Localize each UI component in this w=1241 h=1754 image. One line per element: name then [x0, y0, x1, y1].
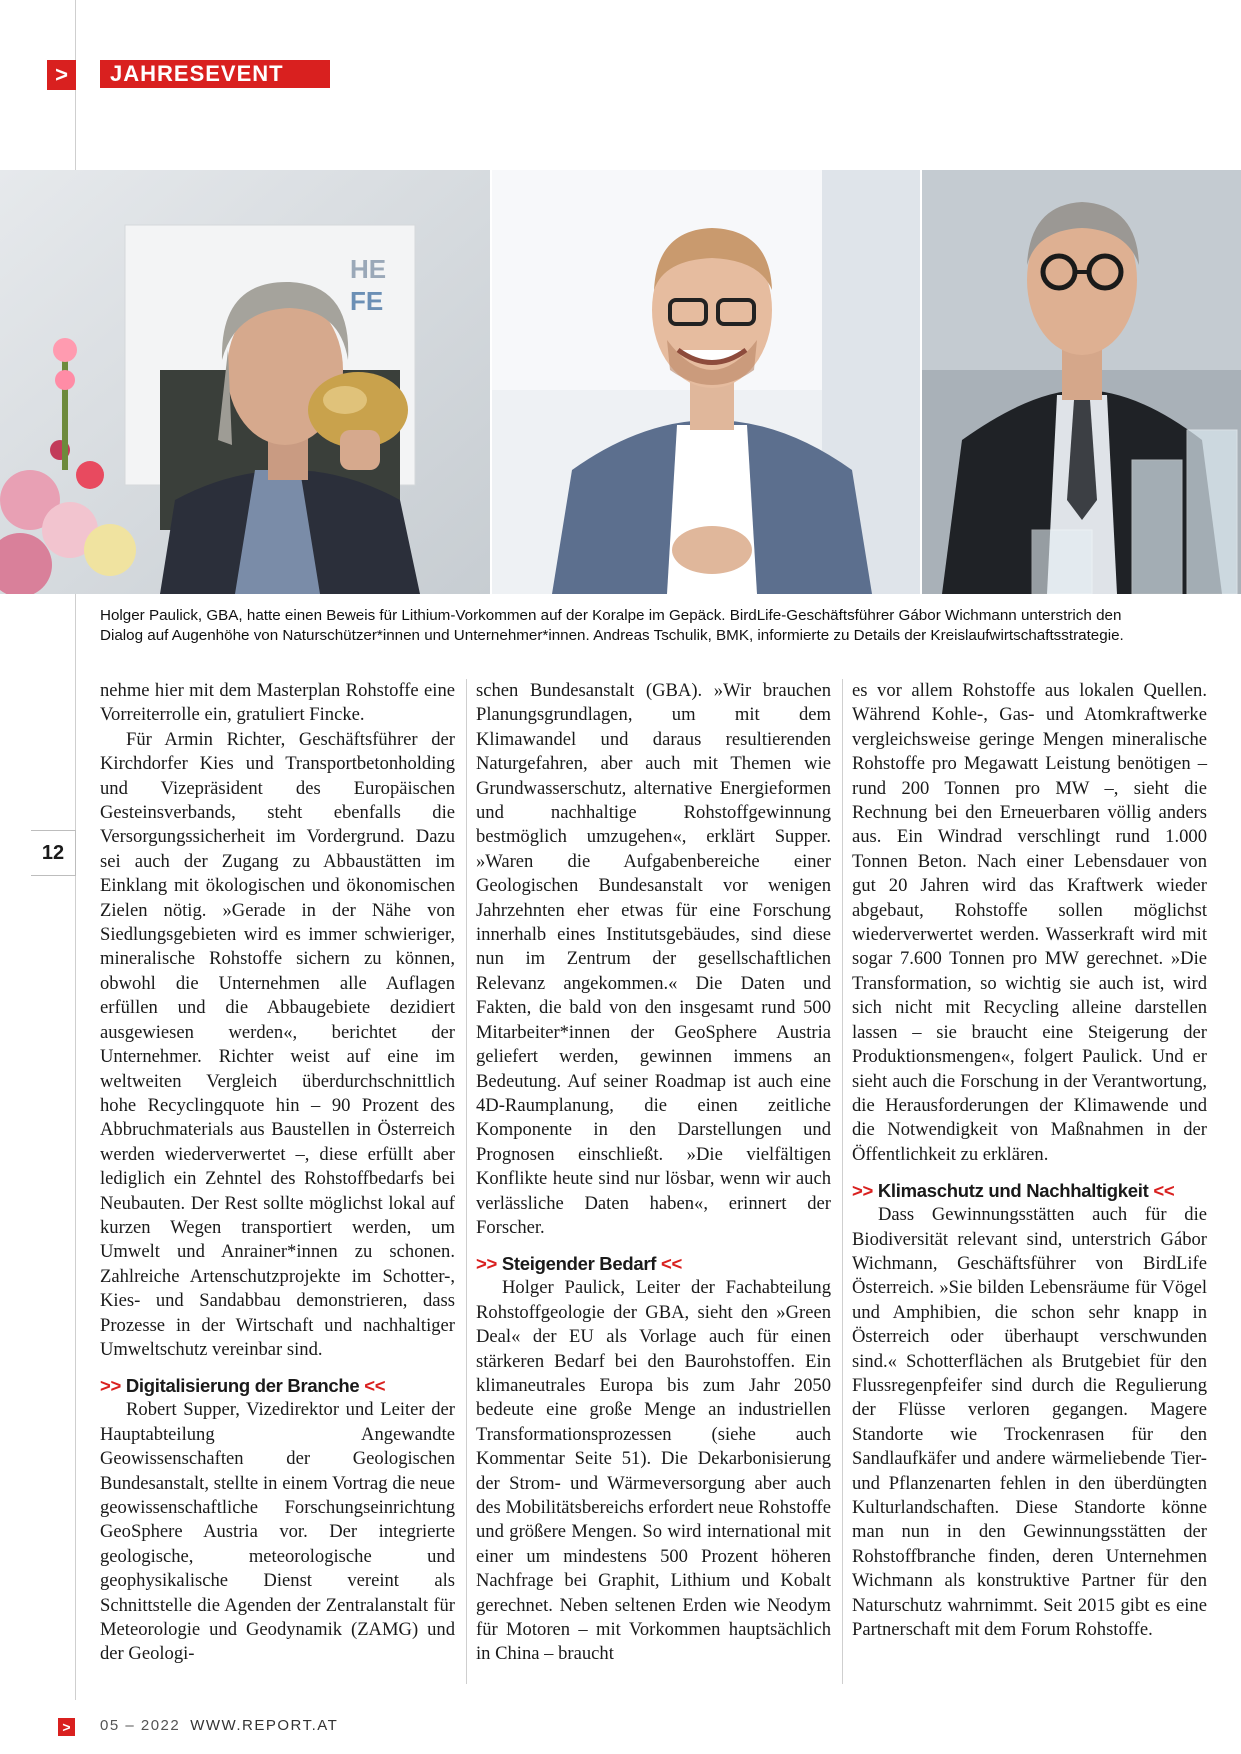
photo-caption: Holger Paulick, GBA, hatte einen Beweis für Lithium-Vorkommen auf der Koralpe im Gepäck. BirdLife-Geschäftsführer Gábor Wichmann unterstrich den Dialog auf Augenhöhe von Naturschützer*innen und Unternehmer*innen. Andreas Tschulik, BMK, informierte zu Details der Kreislaufwirtschaftsstrategie. — [100, 607, 1124, 644]
double-arrow-icon: >> — [100, 1375, 122, 1397]
double-arrow-icon: >> — [476, 1253, 498, 1275]
double-arrow-icon: << — [660, 1253, 682, 1275]
section-title: JAHRESEVENT — [100, 60, 330, 88]
section-arrow-icon: > — [47, 60, 76, 90]
man-speaking-icon — [922, 170, 1241, 594]
paragraph: nehme hier mit dem Masterplan Rohstoffe eine Vorreiterrolle ein, gratuliert Fincke. — [100, 680, 455, 726]
paragraph: Für Armin Richter, Geschäftsführer der Kirchdorfer Kies und Transportbetonholding und Vizepräsident des Europäischen Gesteinsverbands, steht ebenfalls die Versorgungssicherheit im Vordergrund. Dazu sei auch der Zugang zu Abbaustätten im Einklang mit ökologischen und ökonomischen Zielen nötig. »Gerade in der Nähe von Siedlungsgebieten wird es immer schwieriger, mineralische Rohstoffe sichern zu können, obwohl die Unternehmen alle Auflagen erfüllen und die Abbaugebiete dezidiert ausgewiesen werden«, berichtet der Unternehmer. Richter weist auf eine im weltweiten Vergleich überdurchschnittlich hohe Recyclingquote hin – 90 Prozent des Abbruchmaterials aus Baustellen in Österreich werden wiederverwertet –, diese erfüllt aber lediglich ein Zehntel des Rohstoffbedarfs bei Neubauten. Der Rest sollte möglichst lokal auf kurzen Wegen transportiert werden, um Umwelt und Anrainer*innen zu schonen. Zahlreiche Artenschutzprojekte im Schotter-, Kies- und Sandabbau demonstrieren, dass Prozesse in der Wirtschaft und nachhaltiger Umweltschutz vereinbar sind. — [100, 728, 455, 1360]
photo-gabor-wichmann — [492, 170, 920, 594]
article-column-1 — [100, 679, 455, 1667]
banner-text-2: FE — [350, 286, 384, 316]
footer — [100, 1717, 338, 1734]
paragraph: Dass Gewinnungsstätten auch für die Biodiversität relevant sind, unterstrich Gábor Wichmann, Geschäftsführer von BirdLife Österreich. »Sie bilden Lebensräume für Vögel und Amphibien, die schon sehr knapp in Österreich oder überhaupt verschwunden sind.« Schotterflächen als Brutgebiet für den Flussregenpfeifer sind durch die Regulierung der Flüsse verloren gegangen. Magere Standorte wie Trockenrasen für den Sandlaufkäfer und andere wärmeliebende Tier- und Pflanzenarten fehlen in den überdüngten Kulturlandschaften. Diese Standorte könne man nun in den Gewinnungsstätten der Rohstoffbranche finden, deren Unternehmen Wichmann als konstruktive Partner für den Naturschutz wahrnimmt. Seit 2015 gibt es eine Partnerschaft mit dem Forum Rohstoffe. — [852, 1204, 1207, 1641]
smiling-man-glasses-icon — [492, 170, 920, 594]
subheading-text: Klimaschutz und Nachhaltigkeit — [877, 1180, 1149, 1202]
photo-andreas-tschulik — [922, 170, 1241, 594]
banner-text-1: HE — [350, 254, 387, 284]
article-column-2 — [476, 679, 831, 1667]
page-number: 12 — [31, 830, 76, 876]
column-divider — [466, 679, 467, 1684]
double-arrow-icon: >> — [852, 1180, 874, 1202]
issue-number: 05 – 2022 — [100, 1717, 181, 1734]
subheading-klimaschutz — [852, 1179, 1207, 1203]
double-arrow-icon: << — [1153, 1180, 1175, 1202]
subheading-steigender-bedarf — [476, 1252, 831, 1276]
paragraph: es vor allem Rohstoffe aus lokalen Quellen. Während Kohle-, Gas- und Atomkraftwerke vergleichsweise geringe Mengen mineralische Rohstoffe pro Megawatt Leistung benötigen – rund 200 Tonnen pro MW –, sieht die Rechnung bei den Erneuerbaren völlig anders aus. Ein Windrad verschlingt rund 1.000 Tonnen Beton. Nach einer Lebensdauer von gut 20 Jahren wird das Kraftwerk wieder abgebaut, Rohstoffe sollen möglichst wiederverwertet werden. Wasserkraft wird mit sogar 7.600 Tonnen pro MW gerechnet. »Die Transformation, so wichtig sie auch ist, wird sich nicht mit Recycling alleine darstellen lassen – sie braucht eine Steigerung der Produktionsmengen«, folgert Paulick. Und er sieht auch die Forschung in der Verantwortung, die Herausforderungen der Klimawende und die Notwendigkeit von Maßnahmen in der Öffentlichkeit zu erklären. — [852, 680, 1207, 1165]
subheading-text: Steigender Bedarf — [501, 1253, 657, 1275]
column-divider — [842, 679, 843, 1684]
subheading-digitalisierung — [100, 1374, 455, 1398]
paragraph: Holger Paulick, Leiter der Fachabteilung Rohstoffgeologie der GBA, sieht den »Green Deal« der EU als Vorlage auch für einen stärkeren Bedarf bei den Baurohstoffen. Ein klimaneutrales Europa bis zum Jahr 2050 bedeute eine große Menge an industriellen Transformationsprozessen (siehe auch Kommentar Seite 51). Die Dekarbonisierung der Strom- und Wärmeversorgung aber auch des Mobilitätsbereichs erfordert neue Rohstoffe und größere Mengen. So wird international mit einer um mindestens 500 Prozent höheren Nachfrage bei Graphit, Lithium und Kobalt gerechnet. Neben seltenen Erden wie Neodym für Motoren – mit Vorkommen hauptsächlich in China – braucht — [476, 1277, 831, 1665]
website-link[interactable]: WWW.REPORT.AT — [190, 1717, 339, 1734]
man-holding-rock-icon — [0, 170, 490, 594]
paragraph: Robert Supper, Vizedirektor und Leiter der Hauptabteilung Angewandte Geowissenschaften der Geologischen Bundesanstalt, stellte in einem Vortrag die neue geowissenschaftliche Forschungseinrichtung GeoSphere Austria vor. Der integrierte geologische, meteorologische und geophysikalische Dienst vereint als Schnittstelle die Agenden der Zentralanstalt für Meteorologie und Geodynamik (ZAMG) und der Geologi- — [100, 1399, 455, 1665]
footer-arrow-icon: > — [58, 1718, 75, 1736]
subheading-text: Digitalisierung der Branche — [125, 1375, 360, 1397]
paragraph: schen Bundesanstalt (GBA). »Wir brauchen Planungsgrundlagen, um mit dem Klimawandel und daraus resultierenden Naturgefahren, aber auch mit Themen wie Grundwasserschutz, alternative Energieformen und nachhaltige Rohstoffgewinnung bestmöglich umzugehen«, erklärt Supper. »Waren die Aufgabenbereiche einer Geologischen Bundesanstalt vor wenigen Jahrzehnten eher etwas für eine Forschung innerhalb eines Institutsgebäudes, sind diese nun im Zentrum der gesellschaftlichen Relevanz angekommen.« Die Daten und Fakten, die bald von den insgesamt rund 500 Mitarbeiter*innen der GeoSphere Austria geliefert werden, gewinnen immens an Bedeutung. Auf seiner Roadmap ist auch eine 4D-Raumplanung, die einen zeitliche Komponente in den Darstellungen und Prognosen einschließt. »Die vielfältigen Konflikte heute sind nur lösbar, wenn wir auch verlässliche Daten haben«, erinnert der Forscher. — [476, 680, 831, 1238]
article-column-3 — [852, 679, 1207, 1642]
double-arrow-icon: << — [364, 1375, 386, 1397]
photo-holger-paulick — [0, 170, 490, 594]
